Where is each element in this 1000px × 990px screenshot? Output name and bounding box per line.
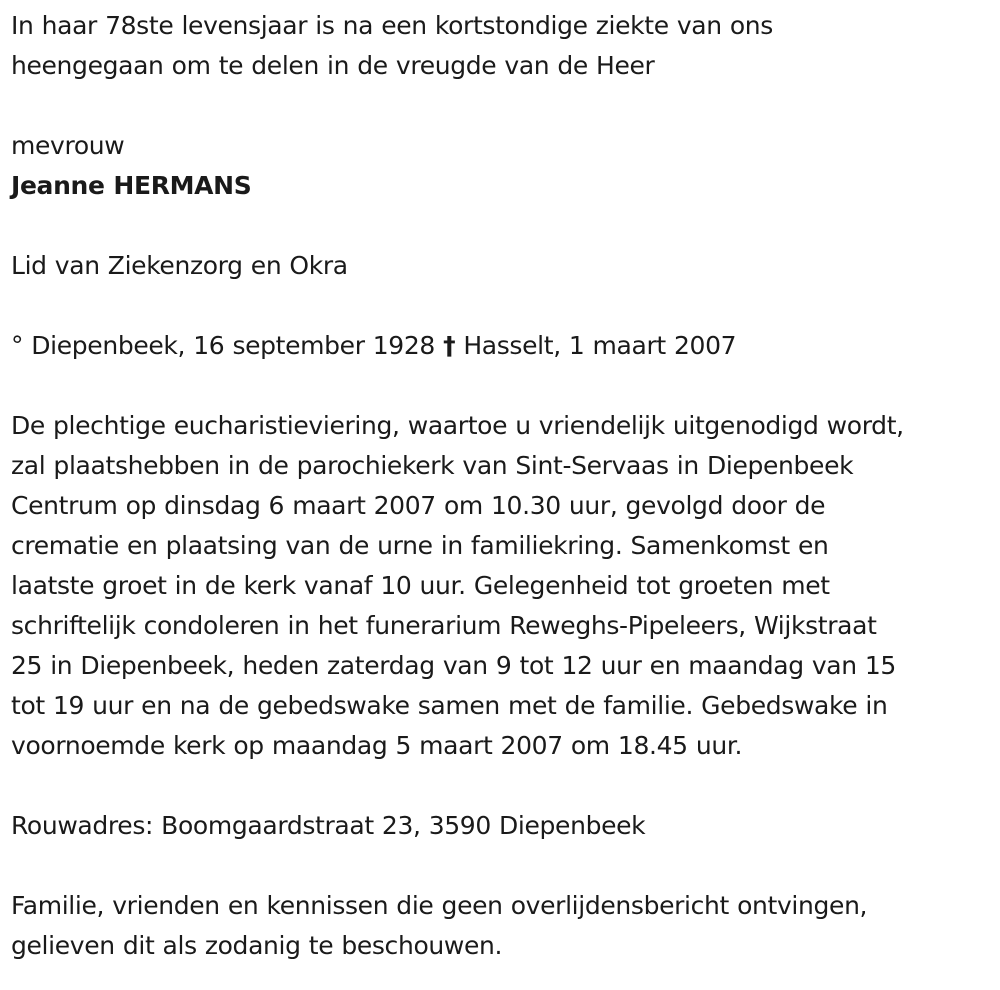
ceremony-line: voornoemde kerk op maandag 5 maart 2007 om 18.45 uur. [11,731,743,760]
ceremony-line: Centrum op dinsdag 6 maart 2007 om 10.30 uur, gevolgd door de [11,491,826,520]
ceremony-line: crematie en plaatsing van de urne in familiekring. Samenkomst en [11,531,829,560]
birth-place-date: Diepenbeek, 16 september 1928 [31,331,435,360]
ceremony-line: De plechtige eucharistieviering, waartoe u vriendelijk uitgenodigd wordt, [11,411,904,440]
spacer [11,846,991,886]
death-place-date: Hasselt, 1 maart 2007 [463,331,737,360]
spacer [11,286,991,326]
salutation: mevrouw [11,131,125,160]
closing-line: Familie, vrienden en kennissen die geen overlijdensbericht ontvingen, [11,891,868,920]
cross-icon: † [443,331,456,360]
obituary-notice [11,6,991,966]
ceremony-line: 25 in Diepenbeek, heden zaterdag van 9 tot 12 uur en maandag van 15 [11,651,896,680]
ceremony-line: schriftelijk condoleren in het funerarium Reweghs-Pipeleers, Wijkstraat [11,611,877,640]
life-dates [11,326,991,366]
ceremony-line: laatste groet in de kerk vanaf 10 uur. Gelegenheid tot groeten met [11,571,830,600]
spacer [11,86,991,126]
mourning-address: Rouwadres: Boomgaardstraat 23, 3590 Diepenbeek [11,811,646,840]
ceremony-line: zal plaatshebben in de parochiekerk van Sint-Servaas in Diepenbeek [11,451,854,480]
intro-line: heengegaan om te delen in de vreugde van de Heer [11,51,655,80]
closing-line: gelieven dit als zodanig te beschouwen. [11,931,503,960]
spacer [11,766,991,806]
membership: Lid van Ziekenzorg en Okra [11,251,348,280]
birth-symbol: ° [11,331,24,360]
deceased-name: Jeanne HERMANS [11,171,252,200]
spacer [11,206,991,246]
ceremony-line: tot 19 uur en na de gebedswake samen met de familie. Gebedswake in [11,691,888,720]
spacer [11,366,991,406]
intro-line: In haar 78ste levensjaar is na een kortstondige ziekte van ons [11,11,773,40]
